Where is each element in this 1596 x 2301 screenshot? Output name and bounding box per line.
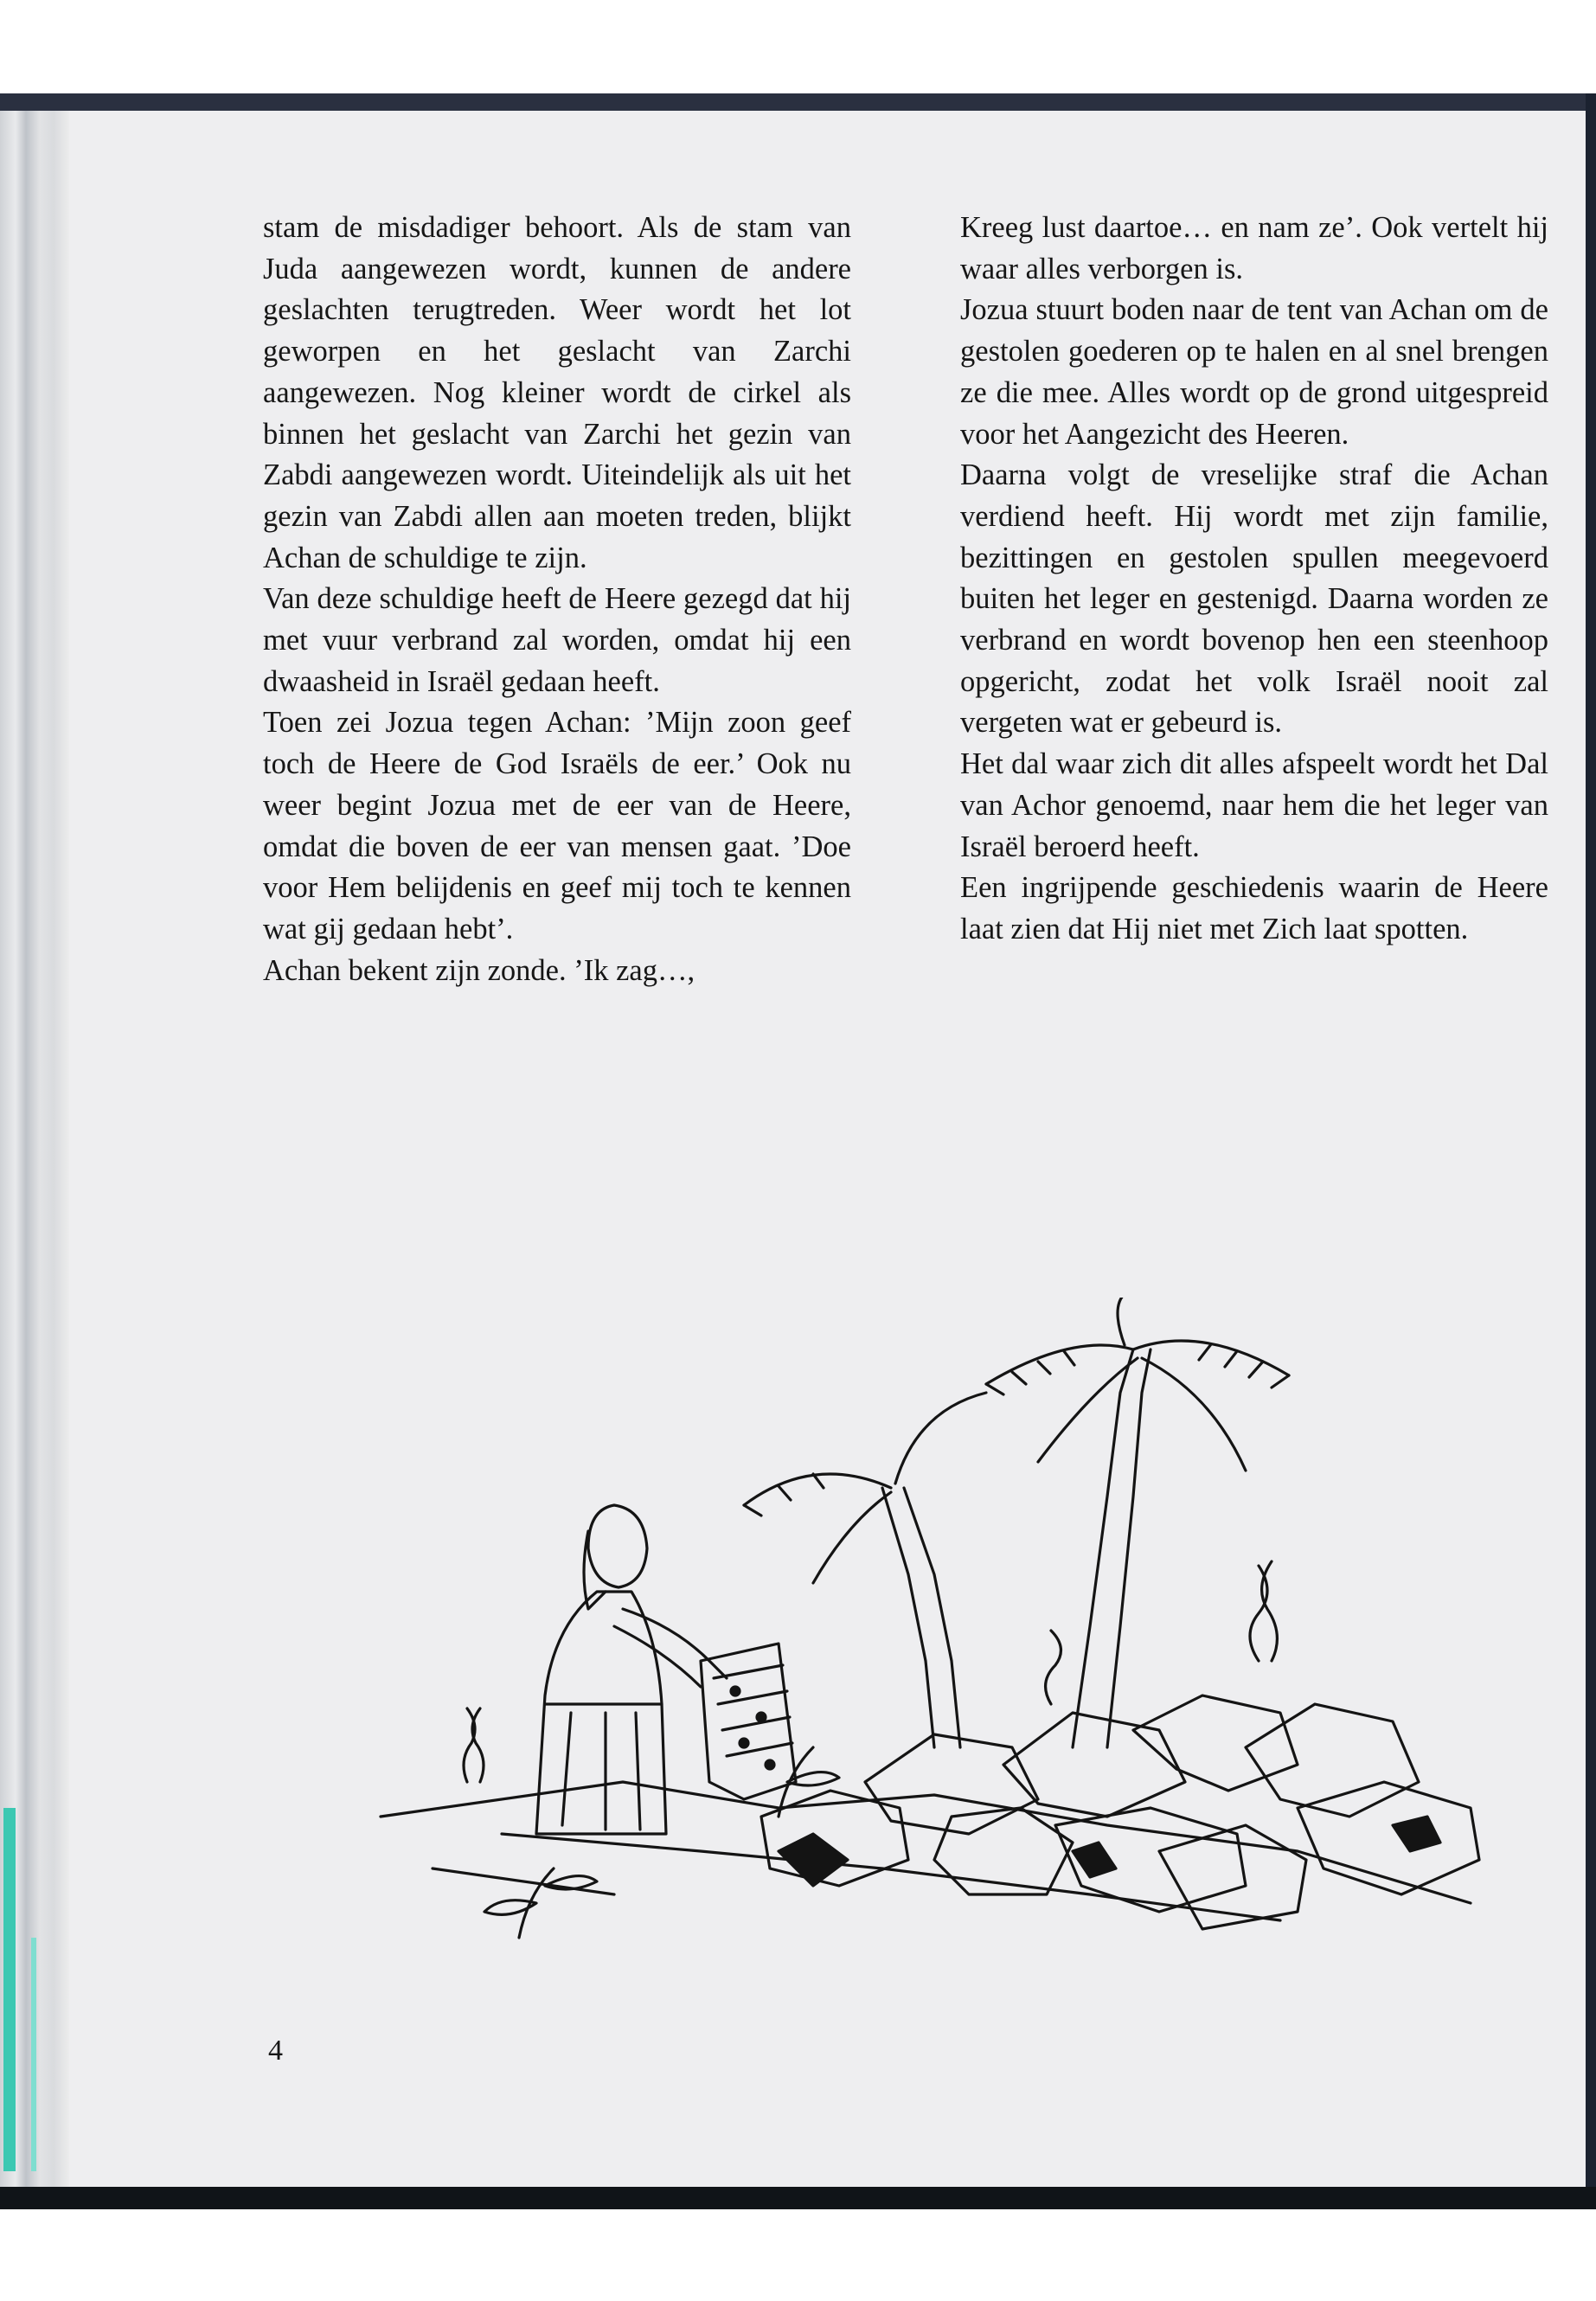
left-paragraph: Achan bekent zijn zonde. ’Ik zag…, (263, 953, 695, 987)
palm-frond (1118, 1298, 1133, 1345)
scan-bottom-edge (0, 2187, 1596, 2209)
garment-dot (731, 1687, 740, 1695)
binding-teal-stripe (3, 1808, 16, 2171)
garment-dot (740, 1739, 748, 1747)
palm-trunk (882, 1488, 934, 1747)
rock (1246, 1704, 1419, 1817)
figure-head (588, 1505, 647, 1587)
binding-teal-stripe-inner (31, 1938, 36, 2171)
plant (484, 1900, 536, 1915)
right-paragraph: Kreeg lust daartoe… en nam ze’. Ook vertelt hij waar alles verborgen is. (960, 211, 1548, 285)
left-paragraph: stam de misdadiger behoort. Als de stam van Juda aangewezen wordt, kunnen de andere geslachten terugtreden. Weer wordt het lot geworpen en het geslacht van Zarchi aangewezen. Nog kleiner wordt de cirkel als binnen het geslacht van Zarchi het gezin van Zabdi aangewezen wordt. Uiteindelijk als uit het gezin van Zabdi allen aan moeten treden, blijkt Achan de schuldige te zijn. (263, 211, 851, 574)
page-number: 4 (268, 2035, 283, 2067)
smoke (472, 1708, 484, 1782)
figure-arm (623, 1609, 727, 1678)
right-paragraph: Het dal waar zich dit alles afspeelt wordt het Dal van Achor genoemd, naar hem die het leger van Israël beroerd heeft. (960, 747, 1548, 863)
rock-dark (1393, 1817, 1440, 1851)
smoke (1250, 1566, 1267, 1661)
illustration-achan-with-stolen-goods (329, 1298, 1522, 1972)
right-paragraph: Daarna volgt de vreselijke straf die Achan verdiend heeft. Hij wordt met zijn familie, bezittingen en gestolen spullen meegevoerd buiten het leger en gestenigd. Daarna worden ze verbrand en wordt bovenop hen een steenhoop opgericht, zodat het volk Israël nooit zal vergeten wat er gebeurd is. (960, 458, 1548, 740)
rock (1003, 1713, 1185, 1817)
palm-frond (895, 1393, 986, 1484)
palm-frond (1142, 1358, 1246, 1471)
palm-frond (744, 1474, 824, 1516)
right-paragraph: Jozua stuurt boden naar de tent van Achan om de gestolen goederen op te halen en al snel brengen ze die mee. Alles wordt op de grond uitgespreid voor het Aangezicht des Heeren. (960, 293, 1548, 451)
rock (1133, 1695, 1298, 1791)
left-paragraph: Van deze schuldige heeft de Heere gezegd dat hij met vuur verbrand zal worden, omdat hij een dwaasheid in Israël gedaan heeft. (263, 582, 851, 698)
right-paragraph: Een ingrijpende geschiedenis waarin de Heere laat zien dat Hij niet met Zich laat spotten. (960, 871, 1548, 945)
palm-frond (986, 1351, 1074, 1394)
palm-frond (813, 1492, 891, 1583)
ground-line (502, 1834, 1280, 1920)
line-drawing (329, 1298, 1522, 1972)
left-paragraph: Toen zei Jozua tegen Achan: ’Mijn zoon geef toch de Heere de God Israëls de eer.’ Ook nu weer begint Jozua met de eer van de Heere, omdat die boven de eer van mensen gaat. ’Doe voor Hem belijdenis en geef mij toch te kennen wat gij gedaan hebt’. (263, 706, 851, 945)
smoke (1046, 1631, 1061, 1704)
palm-frond (1199, 1344, 1289, 1388)
palm-frond (1038, 1358, 1138, 1462)
ground-line (433, 1868, 614, 1894)
garment-dot (766, 1760, 774, 1769)
figure-body (536, 1592, 666, 1834)
figure-arm (614, 1626, 701, 1687)
right-text-column (960, 208, 1548, 951)
smoke (1262, 1561, 1278, 1661)
garment-dot (757, 1713, 766, 1721)
left-text-column (263, 208, 851, 991)
scan-right-edge (1586, 93, 1596, 2209)
palm-trunk (904, 1488, 960, 1747)
rock (934, 1808, 1073, 1894)
rock (761, 1791, 908, 1886)
figure-robe-fold (562, 1713, 640, 1830)
scan-top-edge (0, 93, 1596, 111)
rock-dark (1073, 1843, 1116, 1877)
rock-dark (779, 1834, 848, 1886)
palm-trunk (1107, 1349, 1151, 1747)
